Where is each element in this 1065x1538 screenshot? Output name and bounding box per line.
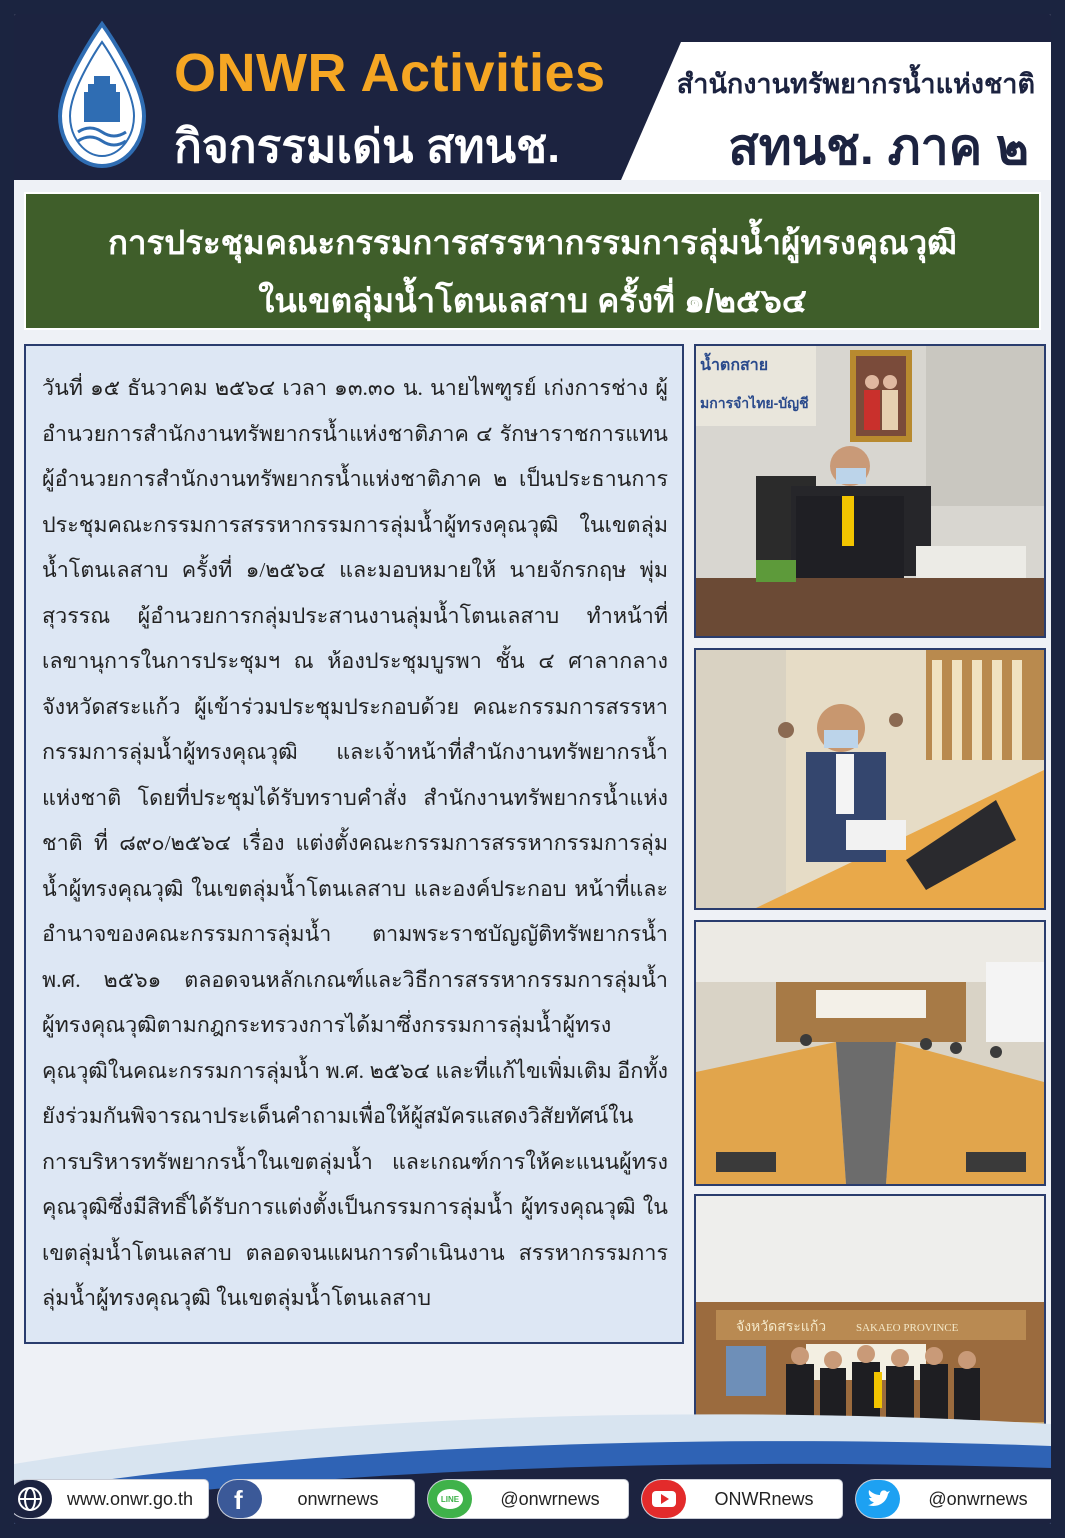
headline-line-1: การประชุมคณะกรรมการสรรหากรรมการลุ่มน้ำผู้ทรงคุณวุฒิ xyxy=(108,224,957,261)
poster-frame xyxy=(14,14,1051,1524)
photo-province-en: SAKAEO PROVINCE xyxy=(856,1322,959,1334)
headline-banner xyxy=(24,192,1041,330)
onwr-logo-icon xyxy=(48,20,156,170)
facebook-icon xyxy=(218,1480,262,1518)
photo-sign-1: น้ำตกสาย xyxy=(700,357,769,374)
line-icon-text: LINE xyxy=(440,1495,460,1504)
headline-line-2: ในเขตลุ่มน้ำโตนเลสาบ ครั้งที่ ๑/๒๕๖๔ xyxy=(258,282,807,319)
photo-province-th: จังหวัดสระแก้ว xyxy=(736,1320,827,1335)
title-th: กิจกรรมเด่น สทนช. xyxy=(174,120,561,172)
line-link[interactable] xyxy=(428,1480,628,1518)
article-body: วันที่ ๑๕ ธันวาคม ๒๕๖๔ เวลา ๑๓.๓๐ น. นายไพฑูรย์ เก่งการช่าง ผู้อำนวยการสำนักงานทรัพยากรน้ำแห่งชาติภาค ๔ รักษาราชการแทน ผู้อำนวยการสำนักงานทรัพยากรน้ำแห่งชาติภาค ๒ เป็นประธานการประชุมคณะกรรมการสรรหากรรมการลุ่มน้ำผู้ทรงคุณวุฒิ ในเขตลุ่มน้ำโตนเลสาบ ครั้งที่ ๑/๒๕๖๔ และมอบหมายให้ นายจักรกฤษ พุ่มสุวรรณ ผู้อำนวยการกลุ่มประสานงานลุ่มน้ำโตนเลสาบ ทำหน้าที่เลขานุการในการประชุมฯ ณ ห้องประชุมบูรพา ชั้น ๔ ศาลากลางจังหวัดสระแก้ว ผู้เข้าร่วมประชุมประกอบด้วย คณะกรรมการสรรหากรรมการลุ่มน้ำผู้ทรงคุณวุฒิ และเจ้าหน้าที่สำนักงานทรัพยากรน้ำแห่งชาติ โดยที่ประชุมได้รับทราบคำสั่ง สำนักงานทรัพยากรน้ำแห่งชาติ ที่ ๘๙๐/๒๕๖๔ เรื่อง แต่งตั้งคณะกรรมการสรรหากรรมการลุ่มน้ำผู้ทรงคุณวุฒิ ในเขตลุ่มน้ำโตนเลสาบ และองค์ประกอบ หน้าที่และอำนาจของคณะกรรมการลุ่มน้ำ ตามพระราชบัญญัติทรัพยากรน้ำ พ.ศ. ๒๕๖๑ ตลอดจนหลักเกณฑ์และวิธีการสรรหากรรมการลุ่มน้ำผู้ทรงคุณวุฒิตามกฎกระทรวงการได้มาซึ่งกรรมการลุ่มน้ำผู้ทรงคุณวุฒิในคณะกรรมการลุ่มน้ำ พ.ศ. ๒๕๖๔ และที่แก้ไขเพิ่มเติม อีกทั้งยังร่วมกันพิจารณาประเด็นคำถามเพื่อให้ผู้สมัครแสดงวิสัยทัศน์ในการบริหารทรัพยากรน้ำในเขตลุ่มน้ำ และเกณฑ์การให้คะแนนผู้ทรงคุณวุฒิซึ่งมีสิทธิ์ได้รับการแต่งตั้งเป็นกรรมการลุ่มน้ำ ผู้ทรงคุณวุฒิ ในเขตลุ่มน้ำโตนเลสาบ ตลอดจนแผนการดำเนินงาน สรรหากรรมการลุ่มน้ำผู้ทรงคุณวุฒิ ในเขตลุ่มน้ำโตนเลสาบ xyxy=(24,344,684,1344)
facebook-label: onwrnews xyxy=(297,1489,379,1509)
header xyxy=(14,14,1051,180)
website-label: www.onwr.go.th xyxy=(66,1489,194,1509)
youtube-label: ONWRnews xyxy=(714,1489,814,1509)
line-icon xyxy=(428,1480,472,1518)
twitter-icon xyxy=(856,1480,900,1518)
globe-icon xyxy=(14,1480,52,1518)
region-title: สทนช. ภาค ๒ xyxy=(728,119,1029,175)
svg-text:f: f xyxy=(234,1485,243,1515)
photo-sign-2: มการจำไทย-บัญชี xyxy=(700,395,809,411)
org-name: สำนักงานทรัพยากรน้ำแห่งชาติ xyxy=(676,69,1035,99)
facebook-link[interactable] xyxy=(218,1480,414,1518)
photo-laptop xyxy=(694,648,1046,910)
twitter-label: @onwrnews xyxy=(928,1489,1028,1509)
photo-meeting-room xyxy=(694,920,1046,1186)
twitter-link[interactable] xyxy=(856,1480,1051,1518)
line-label: @onwrnews xyxy=(500,1489,600,1509)
website-link[interactable] xyxy=(14,1480,208,1518)
youtube-icon xyxy=(642,1480,686,1518)
youtube-link[interactable] xyxy=(642,1480,842,1518)
photo-chairman xyxy=(694,344,1046,638)
title-en: ONWR Activities xyxy=(174,43,606,103)
